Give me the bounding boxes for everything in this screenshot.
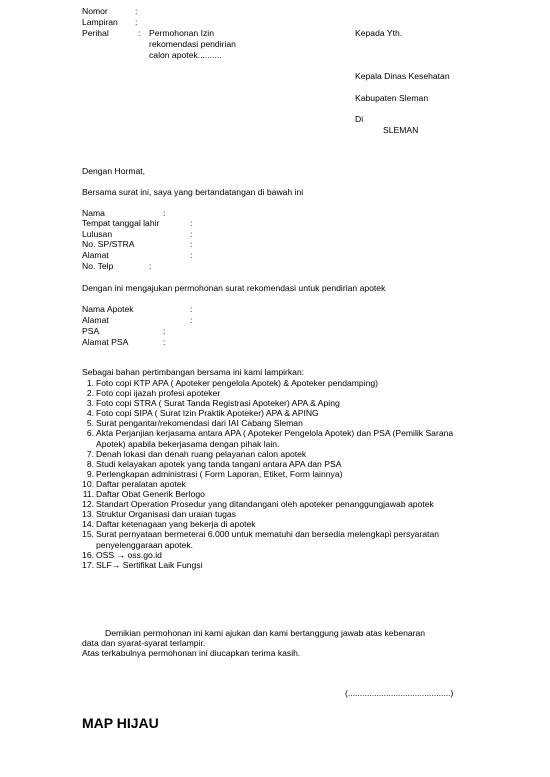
list-item-number: 12. — [82, 499, 94, 510]
list-item-number: 3. — [86, 398, 94, 409]
list-item-text: Studi kelayakan apotek yang tanda tangani antara APA dan PSA — [96, 458, 342, 469]
field-colon: : — [163, 208, 166, 218]
list-item-number: 4. — [86, 408, 94, 419]
list-item-text: Daftar Obat Generik Berlogo — [96, 489, 205, 500]
list-item — [82, 560, 482, 570]
list-item-number: 14. — [82, 519, 94, 530]
list-item — [82, 499, 482, 509]
list-item-number: 6. — [86, 428, 94, 439]
list-item — [82, 398, 482, 408]
list-item-number: 9. — [86, 468, 94, 479]
list-item-text: OSS → oss.go.id — [96, 549, 162, 560]
recipient-kota: SLEMAN — [383, 125, 419, 135]
list-item — [82, 388, 482, 398]
closing-line-3: Atas terkabulnya permohonan ini diucapkan terima kasih. — [82, 648, 301, 658]
closing-line-2: data dan syarat-syarat terlampir. — [82, 638, 206, 648]
lampiran-colon: : — [135, 17, 138, 27]
attachments-list — [82, 378, 482, 570]
field-label-alamat: Alamat — [82, 250, 109, 260]
field-label-telp: No. Telp — [82, 261, 114, 271]
list-item — [82, 459, 482, 469]
perihal-label: Perihal — [82, 28, 109, 38]
list-item-text: Foto copi ijazah profesi apoteker — [96, 388, 221, 399]
list-item-text: Daftar peralatan apotek — [96, 478, 186, 489]
list-item — [82, 479, 482, 489]
list-item-number: 7. — [86, 448, 94, 459]
recipient-kabupaten: Kabupaten Sleman — [355, 93, 429, 103]
field-colon: : — [190, 304, 193, 314]
list-item — [82, 378, 482, 388]
perihal-line-3: calon apotek.......... — [149, 50, 222, 60]
field-colon: : — [163, 337, 166, 347]
attachments-intro: Sebagai bahan pertimbangan bersama ini kami lampirkan: — [82, 367, 305, 377]
field-colon: : — [190, 315, 193, 325]
perihal-line-1: Permohonan Izin — [149, 28, 214, 38]
footer-title: MAP HIJAU — [82, 715, 159, 731]
list-item — [82, 408, 482, 418]
list-item — [82, 469, 482, 479]
field-label-nama-apotek: Nama Apotek — [82, 304, 134, 314]
recipient-kepala: Kepala Dinas Kesehatan — [355, 71, 450, 81]
list-item-number: 5. — [86, 418, 94, 429]
field-colon: : — [190, 250, 193, 260]
list-item-number: 8. — [86, 458, 94, 469]
list-item-number: 13. — [82, 509, 94, 520]
list-item-text: Surat pengantar/rekomendasi dari IAI Cabang Sleman — [96, 418, 303, 429]
recipient-kepada: Kepada Yth. — [355, 28, 403, 38]
list-item-text: Foto copi SIPA ( Surat Izin Praktik Apoteker) APA & APING — [96, 408, 319, 419]
field-colon: : — [190, 239, 193, 249]
perihal-colon: : — [138, 28, 141, 38]
list-item-number: 16. — [82, 549, 94, 560]
list-item — [82, 529, 482, 549]
lampiran-label: Lampiran — [82, 17, 118, 27]
field-colon: : — [149, 261, 152, 271]
intro-text: Bersama surat ini, saya yang bertandatangan di bawah ini — [82, 187, 304, 197]
list-item-text: Foto copi KTP APA ( Apoteker pengelola Apotek) & Apoteker pendamping) — [96, 378, 379, 388]
list-item-number: 10. — [82, 478, 94, 489]
list-item — [82, 550, 482, 560]
nomor-label: Nomor — [82, 6, 108, 16]
list-item — [82, 519, 482, 529]
field-label-alamat-psa: Alamat PSA — [82, 337, 129, 347]
field-colon: : — [163, 326, 166, 336]
list-item-number: 11. — [82, 489, 94, 500]
field-label-psa: PSA — [82, 326, 100, 336]
closing-line-1: Demikian permohonan ini kami ajukan dan kami bertanggung jawab atas kebenaran — [105, 628, 426, 638]
field-colon: : — [190, 229, 193, 239]
field-label-ttl: Tempat tanggal lahir — [82, 218, 160, 228]
field-label-stra: No. SP/STRA — [82, 239, 135, 249]
request-text: Dengan ini mengajukan permohonan surat rekomendasi untuk pendirian apotek — [82, 283, 386, 293]
recipient-di: Di — [355, 114, 364, 124]
list-item — [82, 449, 482, 459]
list-item — [82, 418, 482, 428]
signature-placeholder: (...........................................) — [345, 688, 454, 698]
field-label-nama: Nama — [82, 208, 105, 218]
list-item-number: 15. — [82, 529, 94, 540]
list-item-number: 17. — [82, 559, 94, 570]
perihal-line-2: rekomendasi pendirian — [149, 39, 236, 49]
list-item — [82, 509, 482, 519]
list-item-number: 1. — [86, 378, 94, 388]
list-item-text: Daftar ketenagaan yang bekerja di apotek — [96, 519, 256, 530]
list-item-text: Struktur Organisasi dan uraian tugas — [96, 509, 236, 520]
nomor-colon: : — [135, 6, 138, 16]
greeting: Dengan Hormat, — [82, 166, 146, 176]
field-label-alamat-apotek: Alamat — [82, 315, 109, 325]
field-colon: : — [190, 218, 193, 228]
list-item-text: Perlengkapan administrasi ( Form Laporan, Etiket, Form lainnya) — [96, 468, 343, 479]
list-item — [82, 489, 482, 499]
list-item-number: 2. — [86, 388, 94, 399]
list-item-text: Foto copi STRA ( Surat Tanda Registrasi Apoteker) APA & Aping — [96, 398, 340, 409]
list-item-text: Denah lokasi dan denah ruang pelayanan calon apotek — [96, 448, 307, 459]
field-label-lulusan: Lulusan — [82, 229, 113, 239]
list-item-text: Standart Operation Prosedur yang ditandangani oleh apoteker penanggungjawab apotek — [96, 499, 434, 510]
list-item-text: Surat pernyataan bermeterai 6.000 untuk mematuhi dan bersedia melengkapi persyaratan penyelenggaraan apotek. — [96, 529, 440, 550]
list-item-text: Akta Perjanjian kerjasama antara APA ( Apoteker Pengelola Apotek) dan PSA (Pemilik Sarana Apotek) apabila bekerjasama dengan pihak lain. — [96, 428, 454, 449]
list-item — [82, 428, 482, 448]
list-item-text: SLF→ Sertifikat Laik Fungsi — [96, 559, 203, 570]
